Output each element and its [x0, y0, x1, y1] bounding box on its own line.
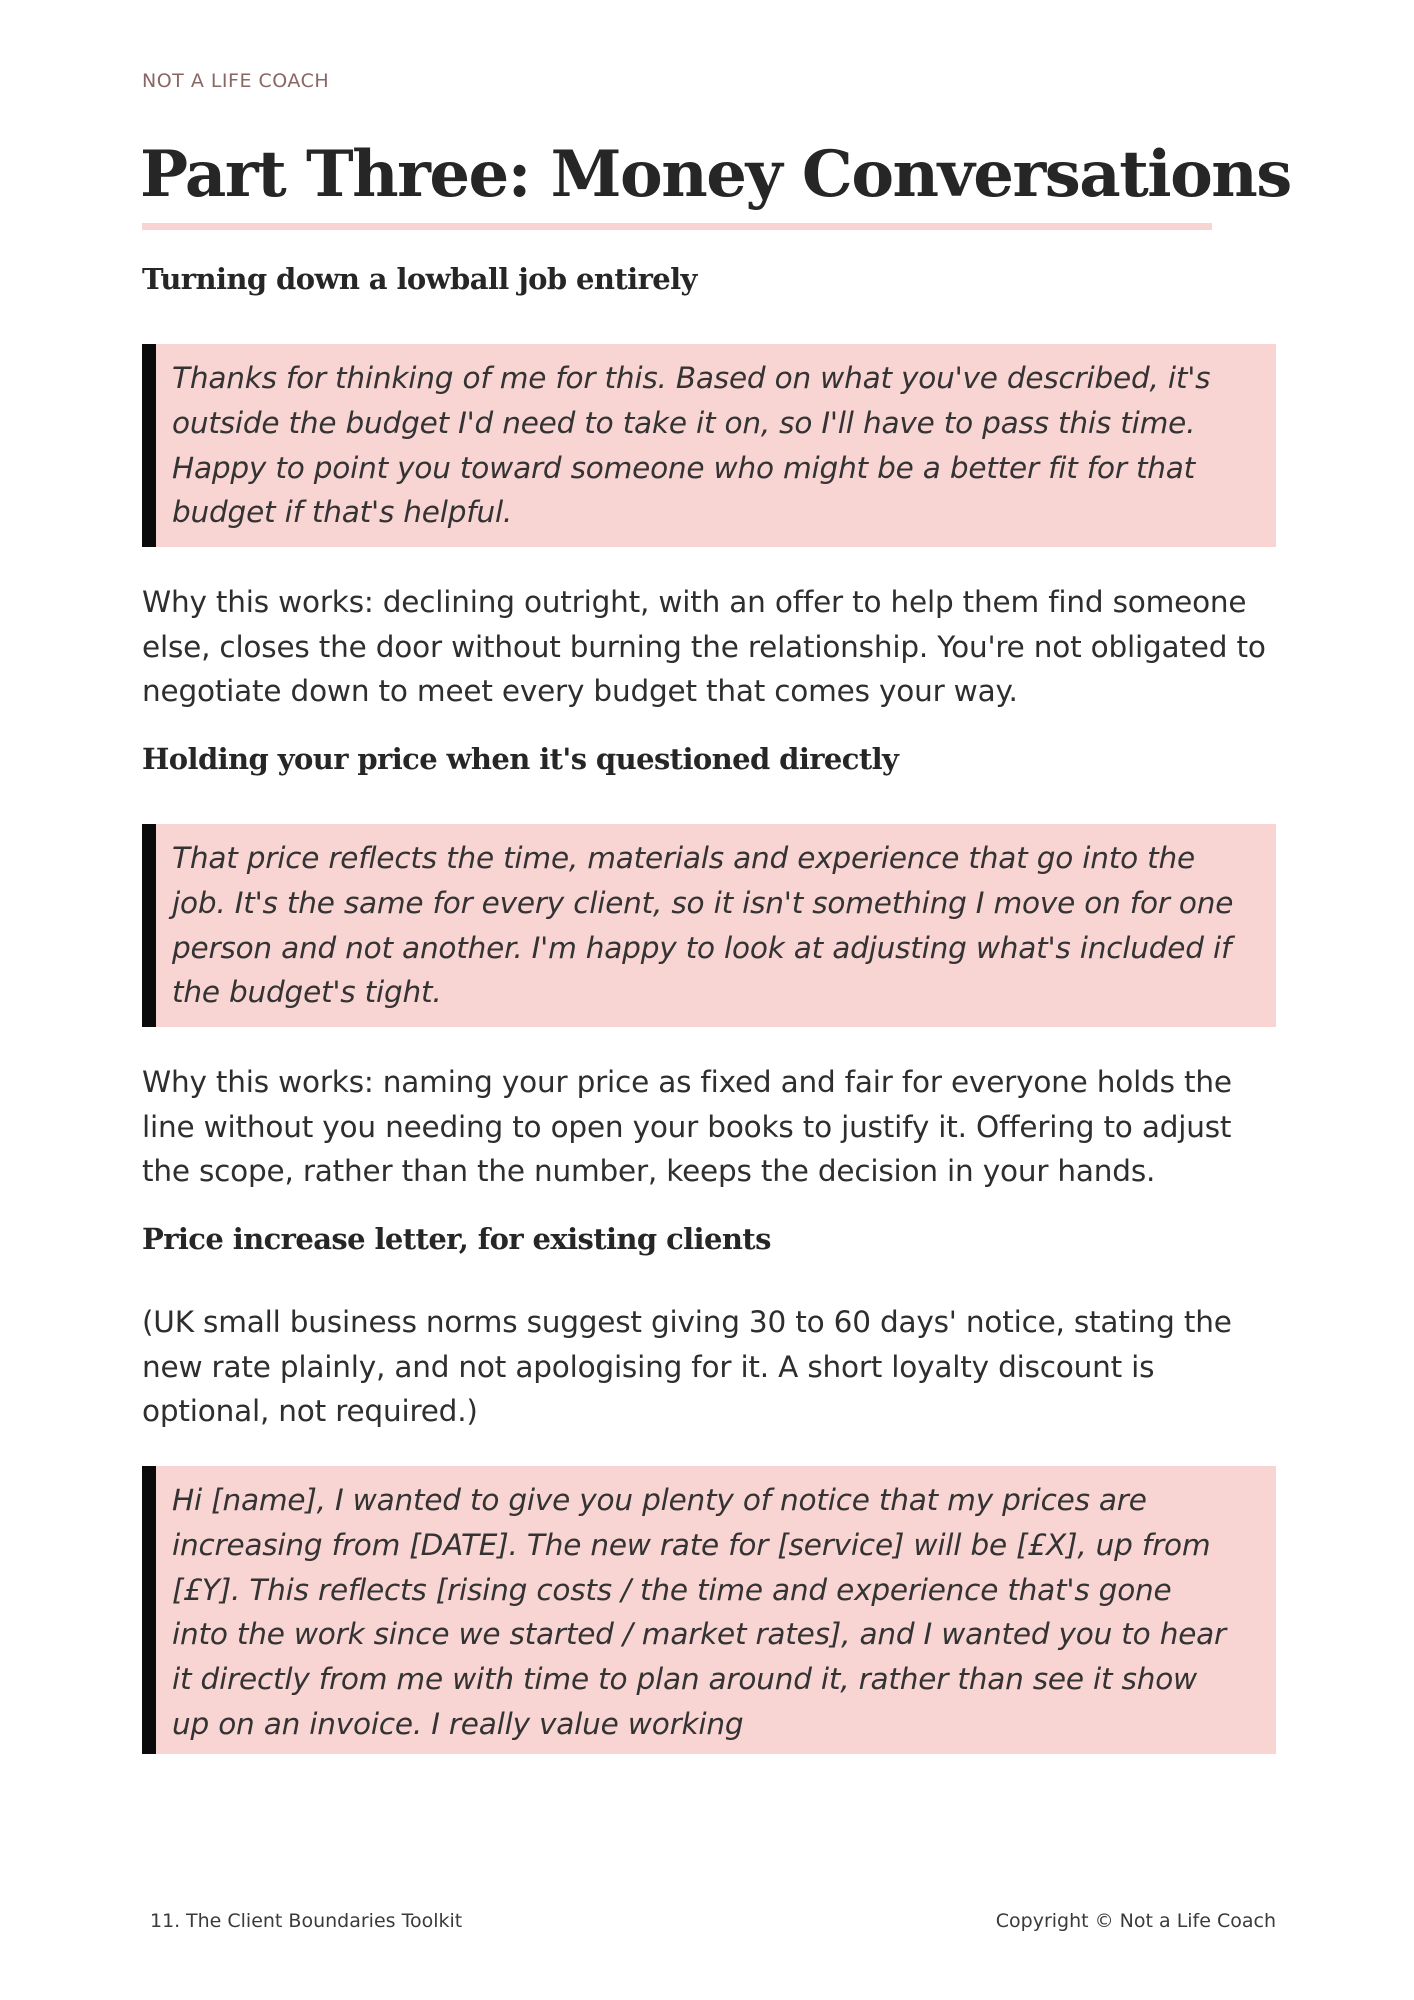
price-increase-intro: (UK small business norms suggest giving 30 to 60 days' notice, stating the new rate plainly, and not apologising for it. A short loyalty discount is optional, not required.): [142, 1305, 1232, 1428]
section-heading-price-increase: Price increase letter, for existing clients: [142, 1222, 771, 1256]
title-underline: [142, 223, 1212, 230]
brand-label: NOT A LIFE COACH: [142, 70, 330, 92]
script-quote-hold-price: [142, 824, 1276, 1027]
section-heading-hold-price: Holding your price when it's questioned directly: [142, 742, 899, 776]
page-title: Part Three: Money Conversations: [140, 137, 1291, 212]
script-quote-lowball: [142, 344, 1276, 547]
footer-page-number: 11.: [150, 1910, 181, 1932]
quote-text: Thanks for thinking of me for this. Based on what you've described, it's outside the budget I'd need to take it on, so I'll have to pass this time. Happy to point you toward someone who might be a better fit for that budget if that's helpful.: [172, 361, 1211, 530]
quote-text: That price reflects the time, materials and experience that go into the job. It's the same for every client, so it isn't something I move on for one person and not another. I'm happy to look at adjusting what's included if the budget's tight.: [172, 841, 1234, 1010]
script-quote-price-increase: [142, 1466, 1276, 1754]
explanation-lowball: Why this works: declining outright, with an offer to help them find someone else, closes the door without burning the relationship. You're not obligated to negotiate down to meet every budget that comes your way.: [142, 585, 1266, 708]
footer-document-title: The Client Boundaries Toolkit: [186, 1910, 463, 1932]
section-heading-lowball: Turning down a lowball job entirely: [142, 262, 697, 296]
explanation-hold-price: Why this works: naming your price as fixed and fair for everyone holds the line without you needing to open your books to justify it. Offering to adjust the scope, rather than the number, keeps the decision in your hands.: [142, 1065, 1232, 1188]
quote-text: Hi [name], I wanted to give you plenty of notice that my prices are increasing from [DATE]. The new rate for [service] will be [£X], up from [£Y]. This reflects [rising costs / the time and experience that's gone into the work since we started / market rates], and I wanted you to hear it directly from me with time to plan around it, rather than see it show up on an invoice. I really value working: [172, 1483, 1226, 1741]
footer-copyright: Copyright © Not a Life Coach: [995, 1910, 1276, 1932]
